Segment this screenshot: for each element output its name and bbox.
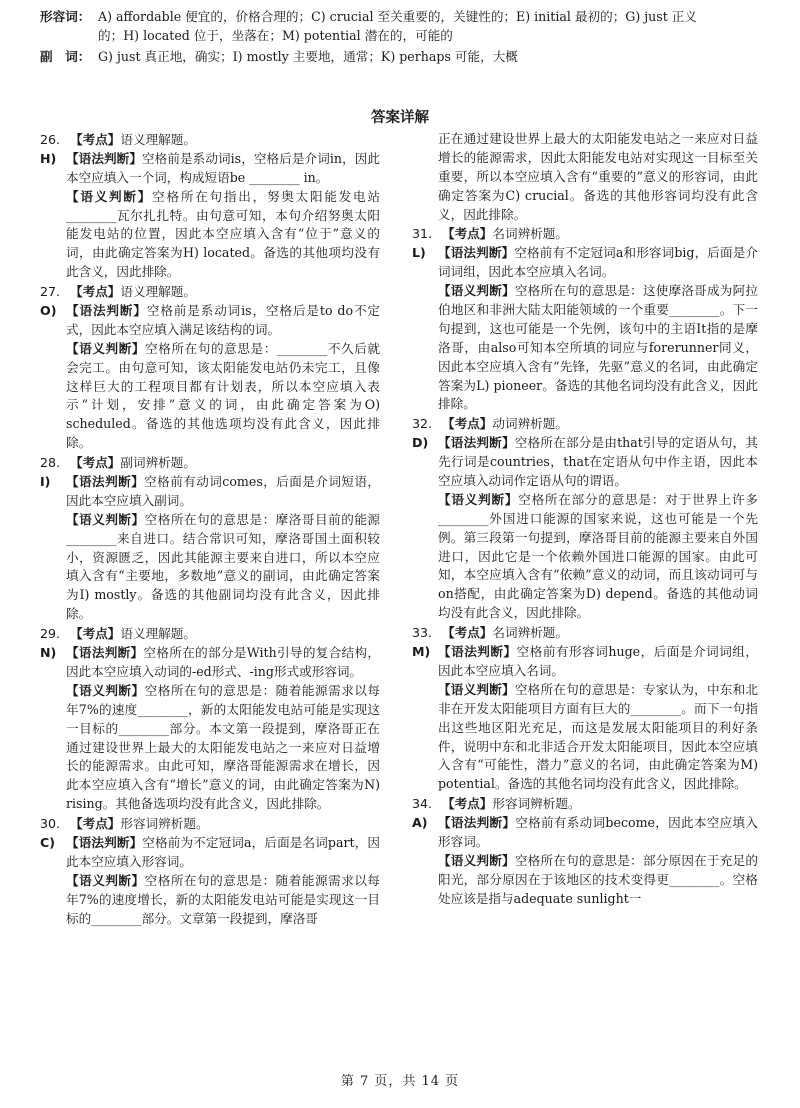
topic-text: 形容词辨析题。 (492, 796, 581, 812)
grammar-tag: 【语法判断】 (438, 644, 517, 660)
grammar-text: 空格前有系动词become，因此本空应填入形容词。 (438, 815, 759, 849)
topic-tag: 【考点】 (70, 455, 121, 471)
vocab-adv-line: G) just 真正地，确实；I) mostly 主要地，通常；K) perhaps 可能，大概 (98, 48, 518, 64)
topic-text: 名词辨析题。 (492, 226, 568, 242)
topic-text: 名词辨析题。 (492, 625, 568, 641)
semantic-text: 空格所在句的意思是：随着能源需求以每年7%的速度________，新的太阳能发电站可能是实现这一目标的________部分。本文第一段提到，摩洛哥正在通过建设世界上最大的太阳能发电站之一来应对日益增长的能源需求。由此可知，摩洛哥能源需求在增长，因此本空应填入含有“增长”意义的词，由此确定答案为N) rising。其他备选项均没有此含义，因此排除。 (66, 682, 381, 812)
question-number: 29. (40, 626, 61, 642)
question-number: 26. (40, 132, 61, 147)
topic-tag: 【考点】 (442, 416, 493, 432)
grammar-tag: 【语法判断】 (438, 815, 516, 831)
grammar-text: 空格前有形容词huge，后面是介词词组，因此本空应填入名词。 (438, 644, 758, 678)
grammar-text: 空格所在部分是由that引导的定语从句，其先行词是countries，that在定语从句中作主语，因此本空应填入动词作定语从句的谓语。 (438, 435, 758, 489)
semantic-tag: 【语义判断】 (66, 188, 153, 204)
vocab-adj-line: A) affordable 便宜的，价格合理的；C) crucial 至关重要的，关键性的；E) initial 最初的；G) just 正义 (98, 9, 697, 24)
right-column (412, 130, 758, 909)
grammar-tag: 【语法判断】 (66, 645, 144, 661)
grammar-tag: 【语法判断】 (438, 435, 515, 451)
question-number: 30. (40, 816, 61, 832)
question-number: 31. (412, 226, 433, 242)
question-30 (40, 815, 380, 928)
topic-tag: 【考点】 (70, 626, 121, 642)
topic-tag: 【考点】 (70, 284, 121, 300)
semantic-text: 空格所在句指出，努奥太阳能发电站________瓦尔扎扎特。由句意可知，本句介绍努奥太阳能发电站的位置，因此本空应填入含有“位于”意义的词，由此确定答案为H) located。备选的其他项均没有此含义，因此排除。 (66, 188, 381, 280)
question-30-continued: 正在通过建设世界上最大的太阳能发电站之一来应对日益增长的能源需求，因此太阳能发电站对实现这一目标至关重要，所以本空应填入含有“重要的”意义的形容词，由此确定答案为C) crucial。备选的其他形容词均没有此含义，因此排除。 (438, 131, 758, 222)
question-number: 27. (40, 284, 61, 300)
topic-tag: 【考点】 (442, 226, 493, 242)
vocab-adjectives (40, 8, 764, 46)
topic-tag: 【考点】 (442, 796, 493, 812)
answer-letter: C) (40, 834, 55, 850)
question-34 (412, 795, 758, 908)
question-number: 32. (412, 416, 433, 432)
semantic-tag: 【语义判断】 (438, 681, 515, 697)
topic-text: 形容词辨析题。 (120, 816, 209, 832)
vocabulary-list (40, 8, 764, 69)
question-29 (40, 625, 380, 814)
topic-text: 动词辨析题。 (492, 416, 568, 432)
semantic-text: 空格所在句的意思是：这使摩洛哥成为阿拉伯地区和非洲大陆太阳能领域的一个重要________。下一句提到，这也可能是一个先例，该句中的主语It指的是摩洛哥，由also可知本空所填的词应与forerunner同义，因此本空应填入含有“先锋，先驱”意义的名词，由此确定答案为L) pioneer。备选的其他名词均没有此含义，因此排除。 (438, 283, 759, 412)
grammar-text: 空格前有不定冠词a和形容词big，后面是介词词组，因此本空应填入名词。 (438, 245, 758, 280)
question-28 (40, 454, 380, 624)
answer-letter: N) (40, 645, 57, 661)
semantic-tag: 【语义判断】 (438, 852, 515, 868)
vocab-adv-label: 副 词： (40, 48, 91, 64)
question-number: 34. (412, 796, 433, 812)
question-33 (412, 624, 758, 794)
topic-text: 副词辨析题。 (120, 455, 196, 471)
grammar-text: 空格前是系动词is，空格后是介词in，因此本空应填入一个词，构成短语be ________ in。 (66, 150, 381, 185)
semantic-text: 空格所在句的意思是：________不久后就会完工。由句意可知，该太阳能发电站仍未完工，且像这样巨大的工程项目都有计划表，所以本空应填入表示“计划，安排”意义的词，由此确定答案为O) scheduled。备选的其他选项均没有此含义，因此排除。 (66, 340, 381, 451)
answer-letter: H) (40, 150, 57, 166)
answer-letter: D) (412, 435, 429, 451)
grammar-text: 空格前有动词comes，后面是介词短语，因此本空应填入副词。 (66, 474, 381, 508)
semantic-text: 空格所在句的意思是：专家认为，中东和北非在开发太阳能项目方面有巨大的________。而下一句指出这些地区阳光充足，而这是发展太阳能项目的利好条件，说明中东和北非适合开发太阳能项目，因此本空应填入含有“可能性，潜力”意义的名词，由此确定答案为M) potential。备选的其他名词均没有此含义，因此排除。 (438, 681, 759, 792)
topic-text: 语义理解题。 (120, 132, 196, 147)
vocab-adj-label: 形容词： (40, 9, 91, 24)
section-title: 答案详解 (371, 110, 429, 126)
question-27 (40, 283, 380, 453)
semantic-text: 空格所在句的意思是：随着能源需求以每年7%的速度增长，新的太阳能发电站可能是实现这一目标的________部分。文章第一段提到，摩洛哥 (66, 872, 381, 926)
semantic-tag: 【语义判断】 (66, 872, 145, 888)
grammar-tag: 【语法判断】 (66, 150, 142, 166)
question-31 (412, 225, 758, 414)
semantic-tag: 【语义判断】 (438, 491, 519, 507)
topic-tag: 【考点】 (70, 816, 121, 832)
grammar-text: 空格所在的部分是With引导的复合结构，因此本空应填入动词的-ed形式、-ing形式或形容词。 (66, 645, 380, 679)
semantic-tag: 【语义判断】 (438, 283, 515, 299)
grammar-tag: 【语法判断】 (438, 245, 515, 261)
grammar-tag: 【语法判断】 (66, 834, 143, 850)
semantic-tag: 【语义判断】 (66, 511, 145, 527)
semantic-text: 空格所在句的意思是：摩洛哥目前的能源________来自进口。结合常识可知，摩洛哥国土面积较小，资源匮乏，因此其能源主要来自进口，所以本空应填入含有“主要地，多数地”意义的副词，由此确定答案为I) mostly。备选的其他副词均没有此含义，因此排除。 (66, 511, 381, 622)
vocab-adverbs (40, 48, 764, 67)
answer-letter: L) (412, 245, 426, 261)
grammar-text: 空格前是系动词is，空格后是to do不定式，因此本空应填入满足该结构的词。 (66, 303, 381, 337)
answer-letter: M) (412, 644, 431, 660)
topic-text: 语义理解题。 (120, 284, 196, 300)
question-number: 33. (412, 625, 433, 641)
vocab-adj-line: 的；H) located 位于，坐落在；M) potential 潜在的，可能的 (98, 27, 453, 43)
question-number: 28. (40, 455, 61, 471)
topic-tag: 【考点】 (442, 625, 493, 641)
semantic-text: 空格所在句的意思是：部分原因在于充足的阳光，部分原因在于该地区的技术变得更________。空格处应该是指与adequate sunlight一 (438, 852, 759, 906)
answer-letter: I) (40, 474, 51, 490)
topic-tag: 【考点】 (70, 132, 121, 147)
answer-letter: O) (40, 303, 57, 319)
grammar-tag: 【语法判断】 (66, 303, 147, 319)
grammar-tag: 【语法判断】 (66, 474, 145, 490)
semantic-text: 空格所在部分的意思是：对于世界上许多________外国进口能源的国家来说，这也可能是一个先例。第三段第一句提到，摩洛哥目前的能源主要来自外国进口，因此它是一个依赖外国进口能源的国家。由此可知，本空应填入含有“依赖”意义的动词，而且该动词可与on搭配，由此确定答案为D) depend。备选的其他动词均没有此含义，因此排除。 (438, 491, 759, 621)
question-32 (412, 415, 758, 623)
question-26 (40, 131, 380, 282)
left-column (40, 130, 380, 928)
semantic-tag: 【语义判断】 (66, 340, 146, 356)
semantic-tag: 【语义判断】 (66, 682, 145, 698)
page-number: 第 7 页，共 14 页 (340, 1074, 460, 1089)
answer-letter: A) (412, 815, 428, 831)
grammar-text: 空格前为不定冠词a，后面是名词part，因此本空应填入形容词。 (66, 834, 381, 869)
topic-text: 语义理解题。 (120, 626, 196, 642)
